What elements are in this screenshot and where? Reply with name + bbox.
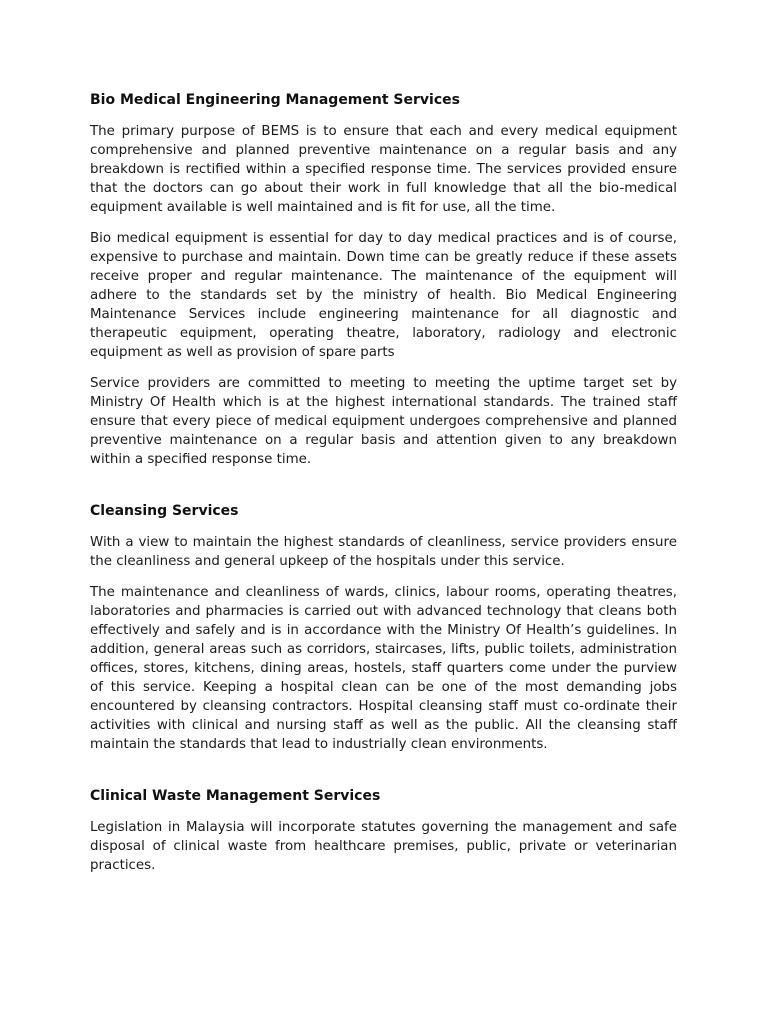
section-heading: Bio Medical Engineering Management Services (90, 92, 460, 108)
paragraph: The maintenance and cleanliness of wards, clinics, labour rooms, operating theatres, laboratories and pharmacies is carried out with advanced technology that cleans both effectively and safely and is in accordance with the Ministry Of Health’s guidelines. In addition, general areas such as corridors, staircases, lifts, public toilets, administration offices, stores, kitchens, dining areas, hostels, staff quarters come under the purview of this service. Keeping a hospital clean can be one of the most demanding jobs encountered by cleansing contractors. Hospital cleansing staff must co-ordinate their activities with clinical and nursing staff as well as the public. All the cleansing staff maintain the standards that lead to industrially clean environments. (90, 585, 677, 752)
paragraph: With a view to maintain the highest standards of cleanliness, service providers ensure the cleanliness and general upkeep of the hospitals under this service. (90, 535, 677, 569)
section-bems (90, 91, 677, 469)
section-cleansing (90, 502, 677, 754)
paragraph: The primary purpose of BEMS is to ensure that each and every medical equipment comprehensive and planned preventive maintenance on a regular basis and any breakdown is rectified within a specified response time. The services provided ensure that the doctors can go about their work in full knowledge that all the bio-medical equipment available is well maintained and is fit for use, all the time. (90, 124, 677, 215)
paragraph: Bio medical equipment is essential for day to day medical practices and is of course, expensive to purchase and maintain. Down time can be greatly reduce if these assets receive proper and regular maintenance. The maintenance of the equipment will adhere to the standards set by the ministry of health. Bio Medical Engineering Maintenance Services include engineering maintenance for all diagnostic and therapeutic equipment, operating theatre, laboratory, radiology and electronic equipment as well as provision of spare parts (90, 231, 677, 360)
section-clinical-waste (90, 787, 677, 875)
paragraph: Legislation in Malaysia will incorporate statutes governing the management and safe disposal of clinical waste from healthcare premises, public, private or veterinarian practices. (90, 820, 677, 873)
paragraph: Service providers are committed to meeting to meeting the uptime target set by Ministry Of Health which is at the highest international standards. The trained staff ensure that every piece of medical equipment undergoes comprehensive and planned preventive maintenance on a regular basis and attention given to any breakdown within a specified response time. (90, 376, 677, 467)
section-heading: Clinical Waste Management Services (90, 788, 381, 804)
document-page (90, 91, 677, 887)
section-heading: Cleansing Services (90, 503, 239, 519)
